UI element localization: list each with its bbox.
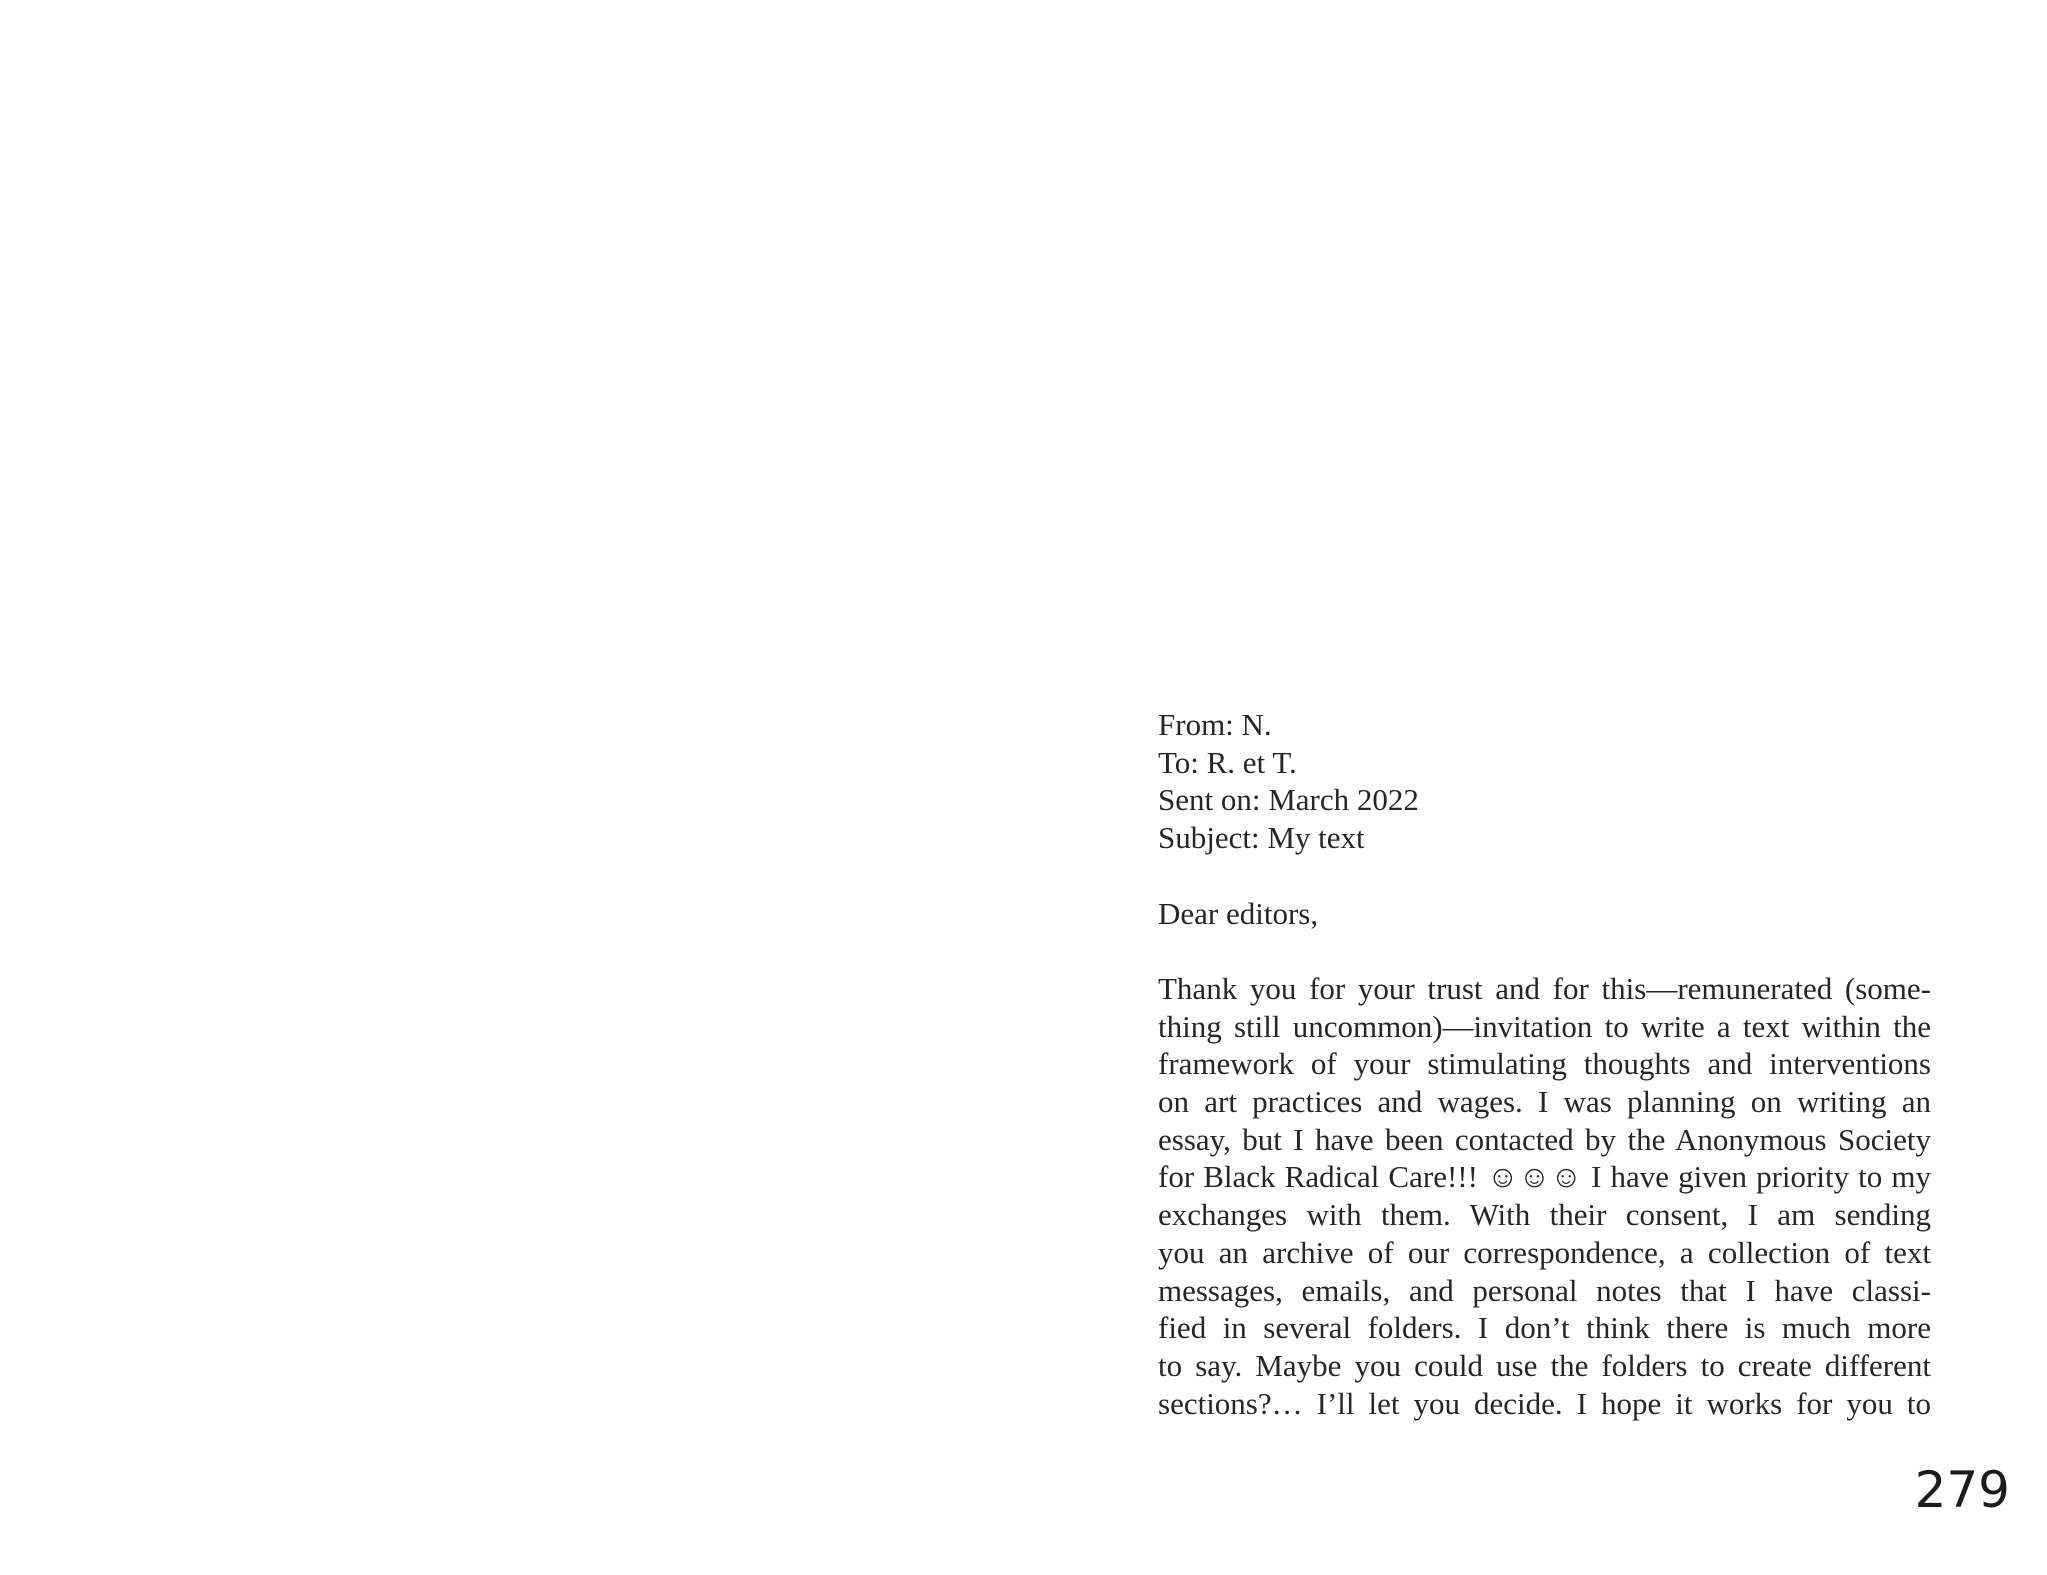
body-line: to say. Maybe you could use the folders to create different <box>1158 1347 1931 1383</box>
email-from: From: N. <box>1158 707 1272 742</box>
body-line: on art practices and wages. I was planning on writing an <box>1158 1084 1931 1119</box>
page-number: 279 <box>1914 1461 2010 1519</box>
letter-body <box>1158 970 1931 1422</box>
body-line: sections?… I’ll let you decide. I hope it works for you to <box>1158 1385 1931 1421</box>
letter-page <box>1158 706 1931 1422</box>
email-sent-on: Sent on: March 2022 <box>1158 782 1419 818</box>
body-line: you an archive of our correspondence, a collection of text <box>1158 1234 1931 1270</box>
email-to: To: R. et T. <box>1158 744 1297 780</box>
body-line: essay, but I have been contacted by the Anonymous Society <box>1158 1121 1931 1157</box>
body-line: fied in several folders. I don’t think there is much more <box>1158 1310 1931 1346</box>
salutation: Dear editors, <box>1158 895 1319 931</box>
body-line: thing still uncommon)—invitation to write a text within the <box>1158 1008 1931 1044</box>
email-subject: Subject: My text <box>1158 820 1365 856</box>
body-line: framework of your stimulating thoughts and interventions <box>1158 1046 1931 1082</box>
body-line: Thank you for your trust and for this—remunerated (some- <box>1158 970 1931 1006</box>
spacer <box>1158 932 1931 970</box>
body-line: exchanges with them. With their consent, I am sending <box>1158 1197 1931 1233</box>
body-line: for Black Radical Care!!! ☺☺☺ I have given priority to my <box>1158 1159 1931 1195</box>
spacer <box>1158 857 1931 895</box>
body-line: messages, emails, and personal notes that I have classi- <box>1158 1272 1931 1308</box>
